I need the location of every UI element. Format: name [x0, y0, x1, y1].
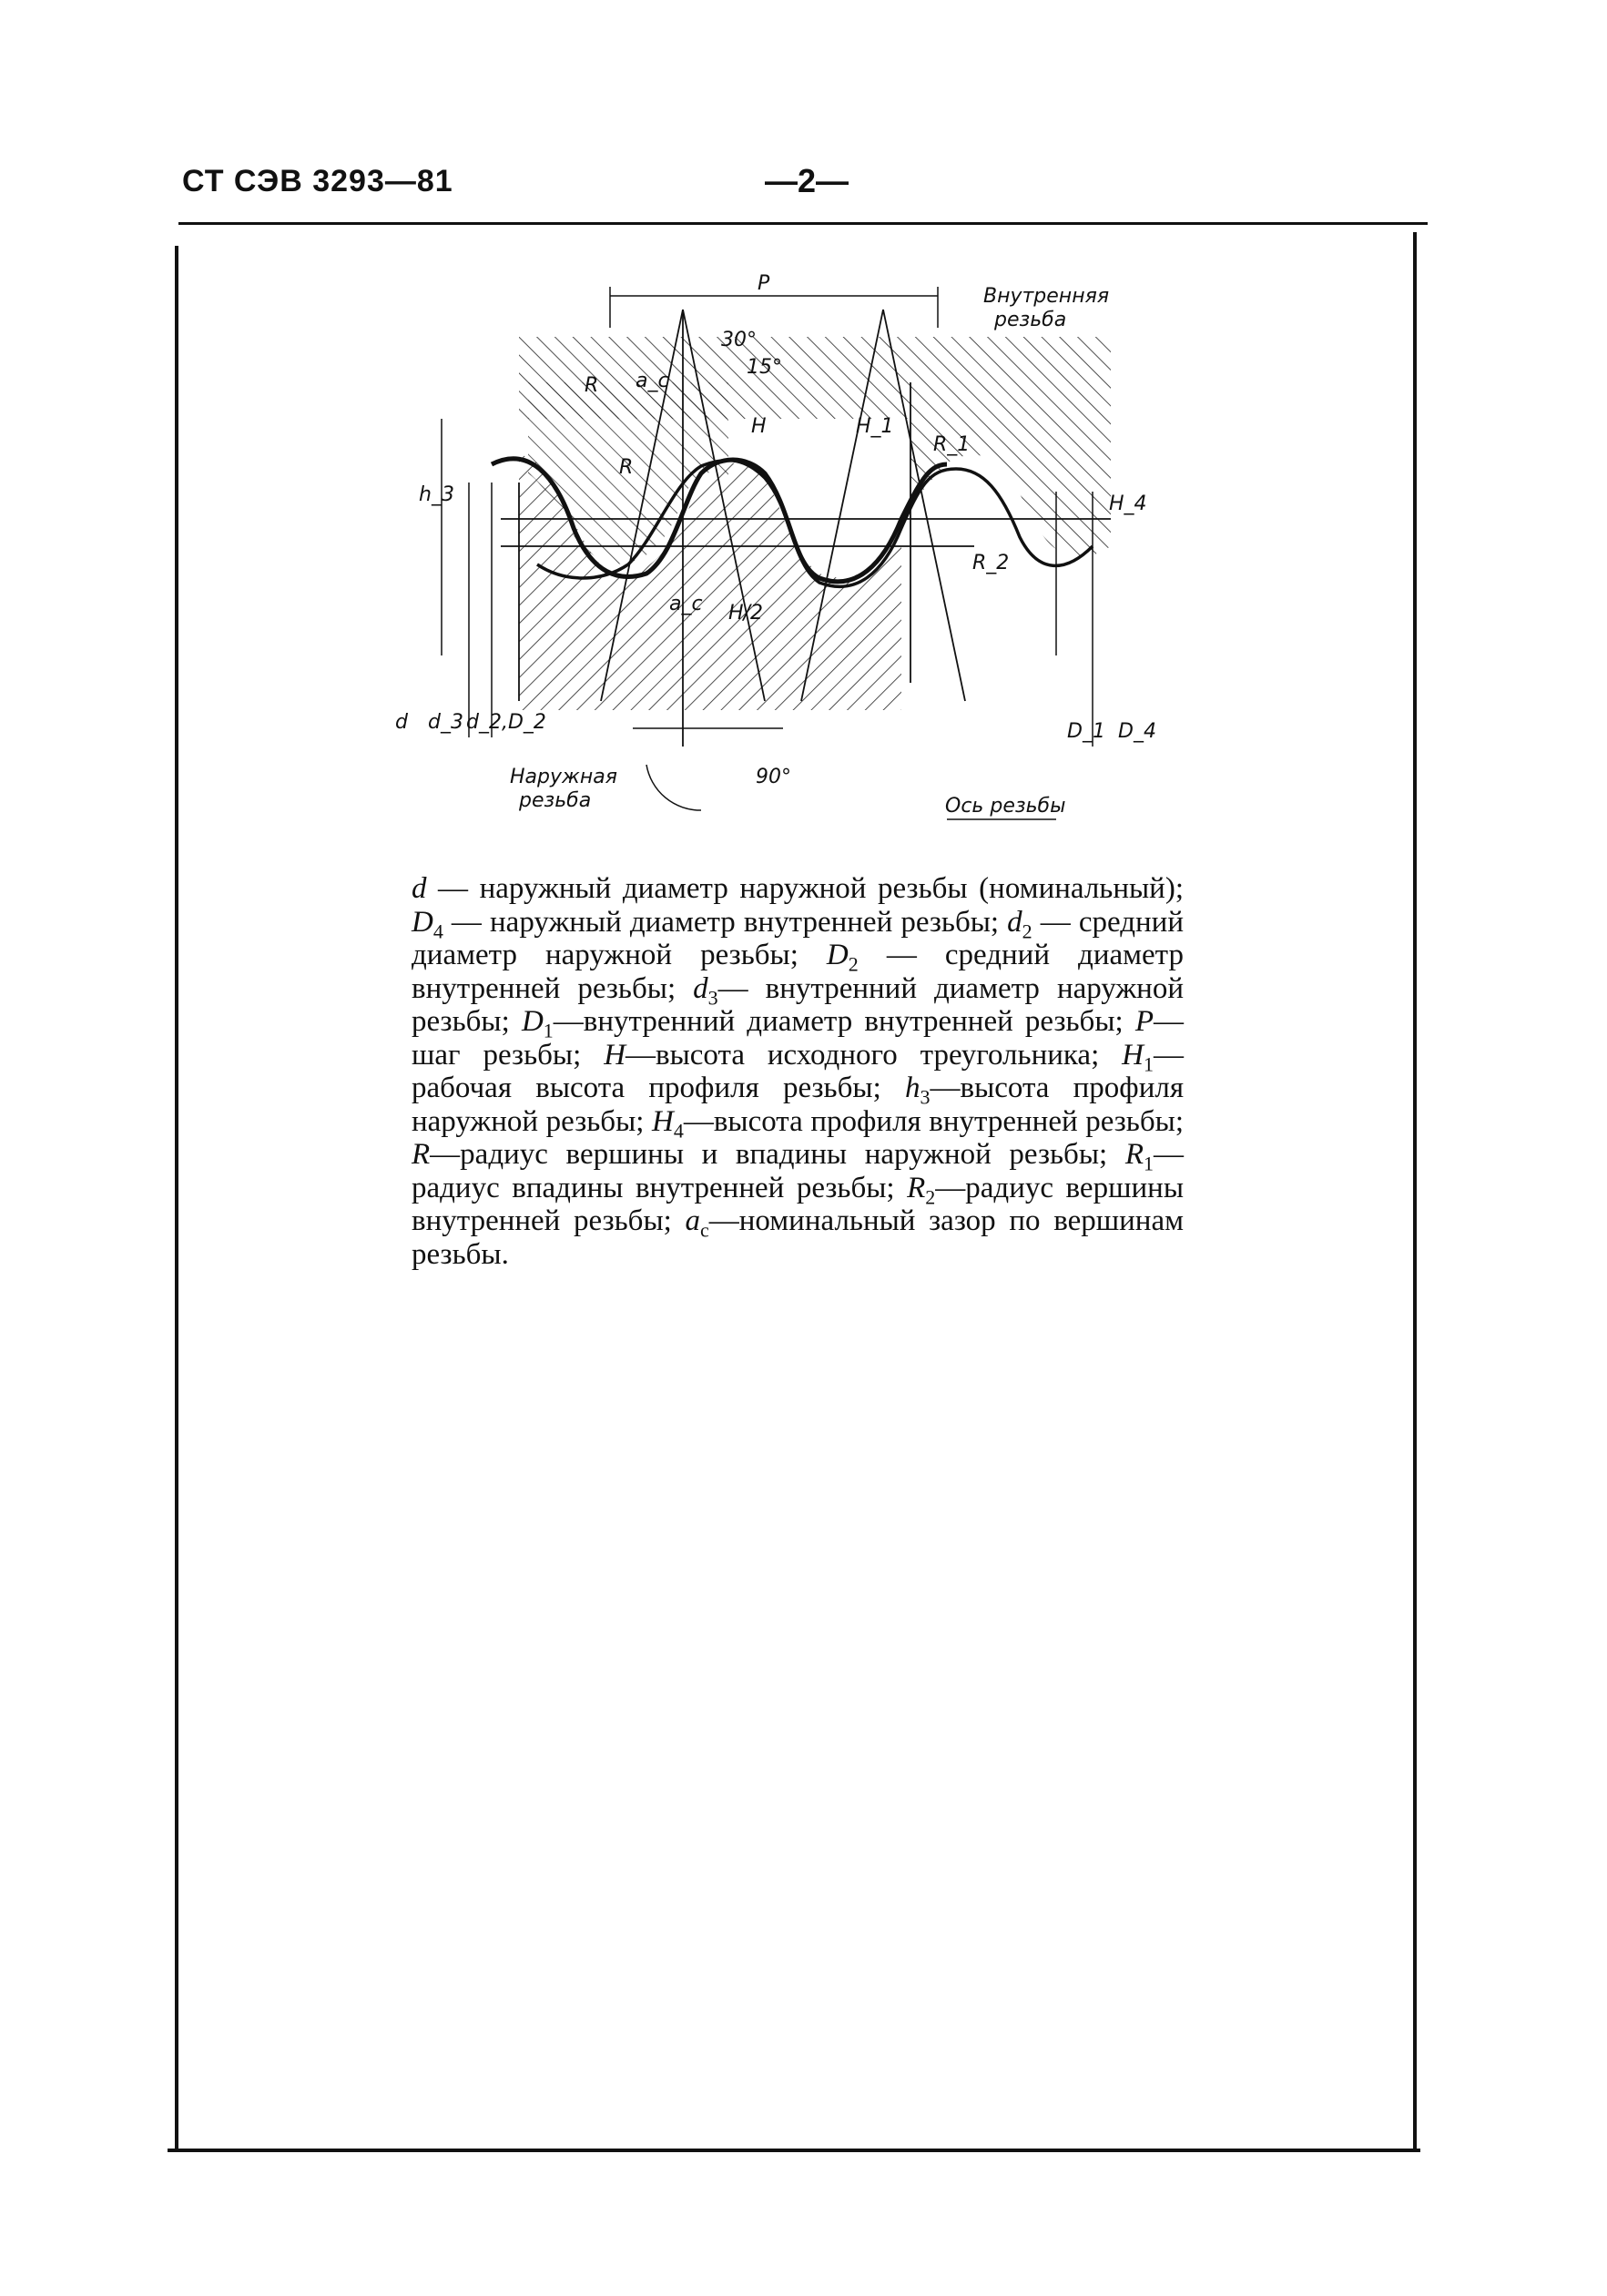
label-thread-axis: Ось резьбы [945, 795, 1066, 818]
legend-text: —номинальный зазор по вершинам резьбы. [412, 1204, 1185, 1271]
legend-symbol: D [826, 939, 849, 971]
label-ac-top: a_c [636, 370, 669, 392]
label-d: d [395, 711, 408, 734]
label-h4: H_4 [1109, 493, 1147, 515]
label-h3: h_3 [419, 483, 454, 506]
legend-symbol: H [652, 1104, 674, 1138]
label-angle-15: 15° [747, 356, 782, 379]
legend-symbol: R [907, 1171, 926, 1204]
legend-symbol: H [1122, 1038, 1144, 1072]
legend-text: — наружный диаметр внутренней резьбы; [442, 905, 1008, 939]
legend-text: — средний диаметр наружной резьбы; [412, 905, 1184, 971]
legend-text: — средний диаметр внутренней резьбы; [412, 939, 1184, 1005]
label-r-left: R [585, 374, 599, 397]
legend-symbol: h [904, 1072, 920, 1104]
legend-text: —высота исходного треугольника; [626, 1038, 1123, 1072]
label-ac-mid: a_c [669, 593, 703, 615]
label-d2-D2: d_2,D_2 [466, 711, 546, 734]
legend-text: — наружный диаметр наружной резьбы (номинальный); [426, 872, 1184, 905]
legend-subscript: 2 [925, 1185, 936, 1209]
legend-subscript: c [700, 1218, 709, 1242]
legend-subscript: 2 [1022, 919, 1032, 943]
frame-right-border [1413, 232, 1417, 2149]
label-outer-thread-1: Наружная [510, 766, 617, 788]
header-rule [178, 222, 1428, 225]
symbol-legend [412, 872, 1184, 1271]
legend-text: —высота профиля наружной резьбы; [412, 1072, 1184, 1138]
legend-symbol: P [1134, 1005, 1154, 1038]
legend-text: —радиус вершины внутренней резьбы; [412, 1171, 1184, 1237]
legend-subscript: 2 [848, 952, 859, 976]
document-code: СТ СЭВ 3293—81 [182, 164, 453, 198]
legend-subscript: 1 [543, 1019, 554, 1042]
label-angle-90: 90° [756, 766, 791, 788]
legend-symbol: D [521, 1005, 544, 1038]
label-angle-30: 30° [721, 329, 757, 351]
legend-subscript: 3 [920, 1085, 931, 1109]
label-r1: R_1 [933, 433, 971, 456]
page-number: —2— [765, 162, 849, 199]
label-r2: R_2 [972, 552, 1010, 574]
label-D1: D_1 [1067, 720, 1105, 743]
label-D4: D_4 [1118, 720, 1156, 743]
thread-profile-drawing [382, 273, 1202, 856]
thread-profile-figure [382, 273, 1202, 856]
legend-symbol: d [412, 872, 427, 905]
label-d3: d_3 [428, 711, 463, 734]
legend-subscript: 1 [1144, 1152, 1154, 1175]
legend-text: —рабочая высота профиля резьбы; [412, 1038, 1184, 1104]
label-inner-thread-1: Внутренняя [983, 285, 1110, 308]
legend-symbol: H [604, 1038, 626, 1072]
label-h-half: H/2 [728, 602, 763, 625]
frame-bottom-border [168, 2149, 1420, 2152]
legend-subscript: 4 [432, 919, 443, 943]
legend-symbol: R [1124, 1138, 1144, 1171]
legend-text: —шаг резьбы; [412, 1005, 1185, 1072]
legend-text: —внутренний диаметр внутренней резьбы; [553, 1005, 1135, 1038]
label-outer-thread-2: резьба [519, 789, 592, 812]
legend-subscript: 3 [707, 986, 718, 1010]
legend-text: —радиус впадины внутренней резьбы; [412, 1138, 1184, 1204]
frame-left-border [175, 246, 178, 2149]
legend-symbol: d [1007, 905, 1022, 939]
label-h1: H_1 [856, 415, 894, 438]
legend-text: — внутренний диаметр наружной резьбы; [412, 971, 1184, 1038]
legend-text: —радиус вершины и впадины наружной резьбы; [430, 1138, 1125, 1171]
legend-subscript: 1 [1144, 1052, 1154, 1076]
label-pitch: P [758, 273, 770, 295]
label-r-mid: R [619, 456, 634, 479]
legend-symbol: D [412, 905, 433, 939]
label-inner-thread-2: резьба [994, 309, 1067, 331]
legend-subscript: 4 [673, 1119, 684, 1143]
legend-symbol: a [685, 1204, 700, 1237]
legend-text: —высота профиля внутренней резьбы; [683, 1104, 1184, 1138]
legend-symbol: d [693, 971, 708, 1005]
legend-symbol: R [412, 1138, 431, 1171]
label-h: H [751, 415, 767, 438]
